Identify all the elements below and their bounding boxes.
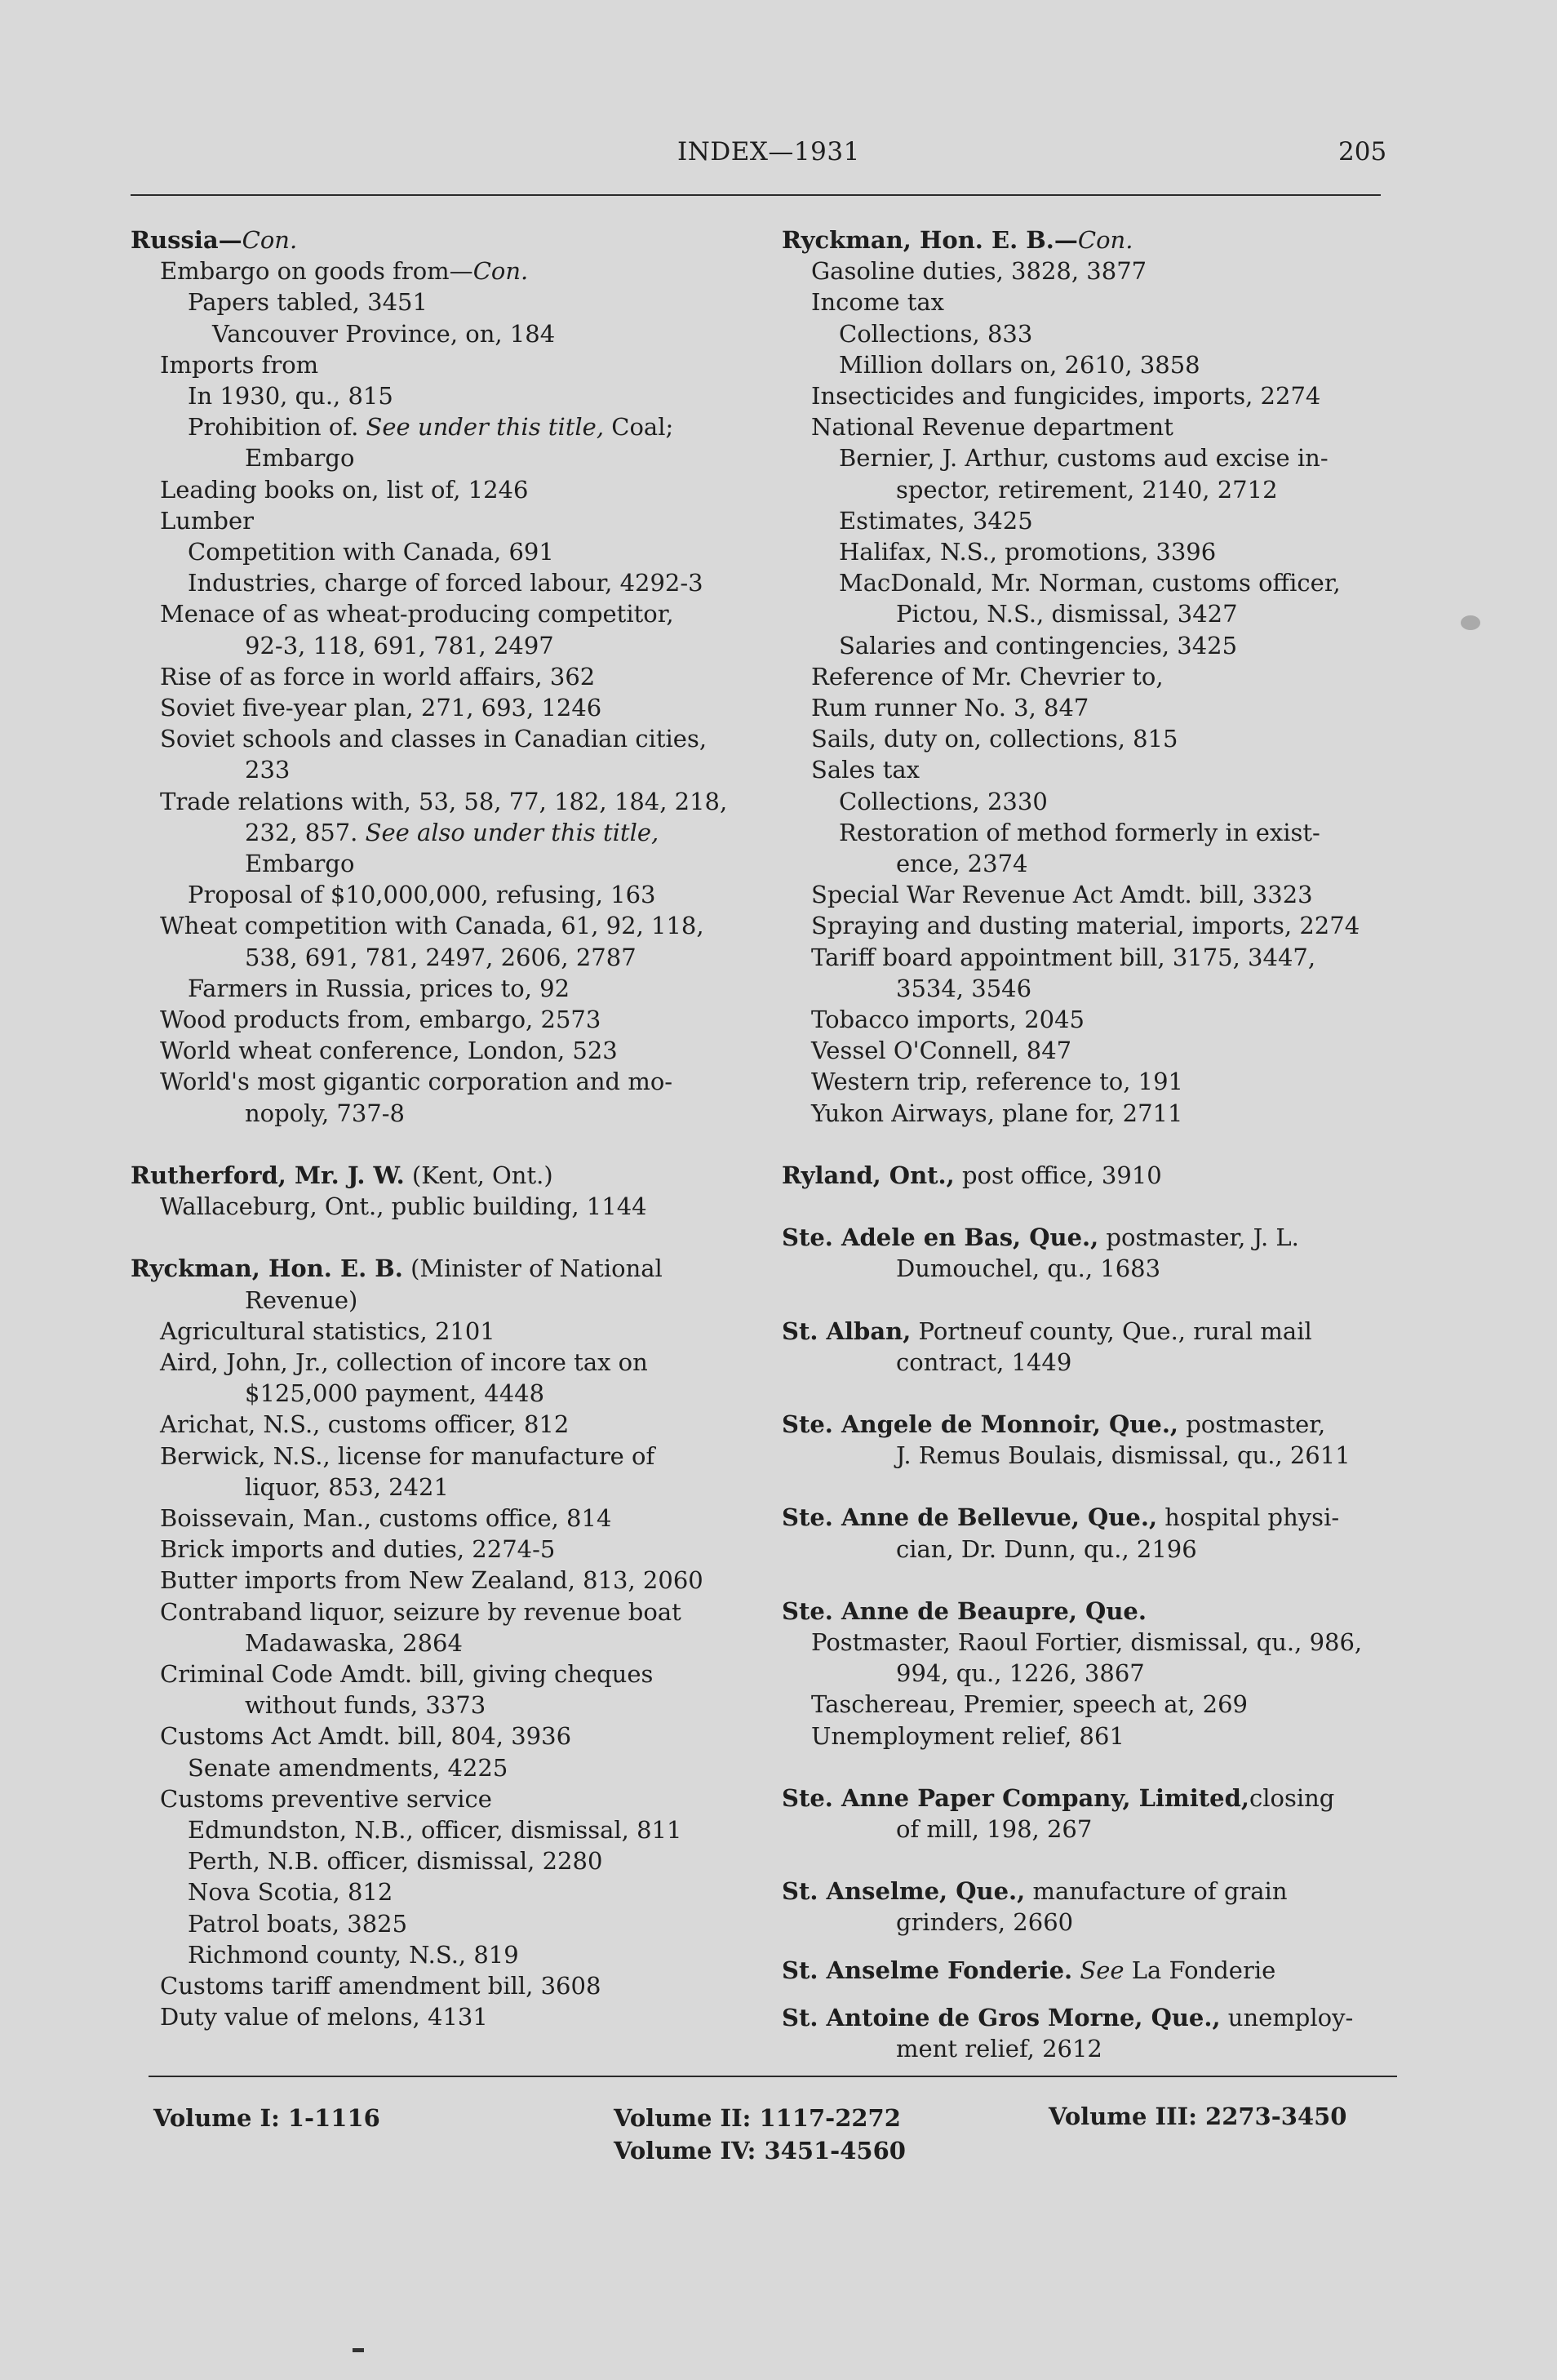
entry-text: Industries, charge of forced labour, 4292-3 xyxy=(188,569,703,597)
index-entry-line xyxy=(131,505,751,536)
entry-text: Insecticides and fungicides, imports, 2274 xyxy=(811,382,1321,411)
index-heading xyxy=(782,1955,1402,1986)
entry-text: ment relief, 2612 xyxy=(896,2034,1102,2063)
index-entry-line xyxy=(131,598,751,629)
index-entry-line xyxy=(131,1035,751,1066)
entry-text: Bernier, J. Arthur, customs aud excise in- xyxy=(839,444,1329,473)
index-entry-line xyxy=(782,1627,1402,1658)
entry-text: 994, qu., 1226, 3867 xyxy=(896,1659,1145,1688)
entry-text: 3534, 3546 xyxy=(896,974,1032,1002)
entry-text: 538, 691, 781, 2497, 2606, 2787 xyxy=(245,943,637,971)
entry-text: cian, Dr. Dunn, qu., 2196 xyxy=(896,1534,1197,1563)
index-entry-line xyxy=(131,1970,751,2001)
index-entry-line xyxy=(131,1441,751,1472)
entry-text: 232, 857. xyxy=(245,818,366,846)
index-entry-line xyxy=(782,817,1402,848)
entry-text: Menace of as wheat-producing competitor, xyxy=(160,600,674,628)
index-entry-line xyxy=(782,1253,1402,1284)
entry-text: Aird, John, Jr., collection of incore tax on xyxy=(160,1348,648,1376)
right-column xyxy=(782,224,1402,2064)
index-entry-line xyxy=(131,1908,751,1939)
index-entry-line xyxy=(131,1316,751,1347)
entry-text: Butter imports from New Zealand, 813, 2060 xyxy=(160,1566,703,1595)
index-entry-line xyxy=(131,661,751,692)
left-column xyxy=(131,224,751,2032)
entry-text: of mill, 198, 267 xyxy=(896,1814,1093,1843)
index-entry-line xyxy=(782,786,1402,817)
volume-1-range: Volume I: 1-1116 xyxy=(153,2104,380,2132)
page-title: INDEX—1931 xyxy=(677,137,860,167)
index-entry-line xyxy=(782,255,1402,286)
entry-text: liquor, 853, 2421 xyxy=(245,1472,449,1501)
index-entry-line xyxy=(131,1814,751,1845)
index-entry-line xyxy=(131,1098,751,1129)
index-entry-line xyxy=(131,973,751,1004)
entry-text: Prohibition of. xyxy=(188,413,366,442)
entry-text: Sails, duty on, collections, 815 xyxy=(811,725,1178,753)
entry-text: grinders, 2660 xyxy=(896,1908,1074,1937)
index-entry-line xyxy=(131,1347,751,1378)
index-entry-line xyxy=(782,630,1402,661)
heading-term: Ste. Adele en Bas, Que., xyxy=(782,1223,1099,1252)
index-entry-line xyxy=(131,1845,751,1876)
index-entry-line xyxy=(131,2001,751,2032)
index-entry-line xyxy=(131,1191,751,1222)
index-entry-line xyxy=(131,1752,751,1783)
index-entry-line xyxy=(782,380,1402,411)
entry-text: manufacture of grain xyxy=(1025,1877,1288,1906)
entry-text: 233 xyxy=(245,756,291,784)
entry-spacer xyxy=(782,1752,1402,1783)
index-entry-line xyxy=(782,598,1402,629)
entry-text: Customs tariff amendment bill, 3608 xyxy=(160,1971,601,2000)
index-entry-line xyxy=(131,942,751,973)
index-entry-line xyxy=(131,1721,751,1752)
index-entry-line xyxy=(131,754,751,785)
entry-text: Spraying and dusting material, imports, 2274 xyxy=(811,912,1360,940)
entry-text: hospital physi- xyxy=(1157,1503,1340,1532)
index-entry-line xyxy=(131,286,751,317)
index-heading xyxy=(782,1222,1402,1253)
index-entry-line xyxy=(782,723,1402,754)
entry-text: Collections, 833 xyxy=(839,319,1033,348)
index-entry-line xyxy=(131,910,751,941)
entry-text: Dumouchel, qu., 1683 xyxy=(896,1254,1161,1283)
entry-text: Vessel O'Connell, 847 xyxy=(811,1037,1072,1065)
italic-text: See xyxy=(1072,1956,1124,1984)
entry-text: Trade relations with, 53, 58, 77, 182, 184, 218, xyxy=(160,787,728,815)
entry-text: Richmond county, N.S., 819 xyxy=(188,1940,519,1969)
entry-text: Pictou, N.S., dismissal, 3427 xyxy=(896,600,1238,628)
index-entry-line xyxy=(131,1004,751,1035)
heading-term: Ryland, Ont., xyxy=(782,1161,955,1189)
index-heading xyxy=(782,1502,1402,1533)
index-entry-line xyxy=(131,318,751,349)
volume-4-range: Volume IV: 3451-4560 xyxy=(614,2137,906,2165)
index-entry-line xyxy=(131,1627,751,1658)
index-heading xyxy=(131,224,751,255)
entry-text: National Revenue department xyxy=(811,413,1173,442)
entry-text: La Fonderie xyxy=(1124,1956,1276,1984)
entry-spacer xyxy=(782,1471,1402,1502)
index-entry-line xyxy=(782,1347,1402,1378)
index-entry-line xyxy=(131,1596,751,1627)
entry-text: postmaster, xyxy=(1178,1410,1326,1438)
entry-text: spector, retirement, 2140, 2712 xyxy=(896,475,1278,504)
entry-text: Edmundston, N.B., officer, dismissal, 811 xyxy=(188,1815,682,1844)
entry-text: Estimates, 3425 xyxy=(839,506,1033,535)
entry-text: Halifax, N.S., promotions, 3396 xyxy=(839,538,1217,566)
entry-spacer xyxy=(782,1986,1402,2002)
entry-text: Million dollars on, 2610, 3858 xyxy=(839,350,1200,379)
entry-spacer xyxy=(782,1845,1402,1876)
index-entry-line xyxy=(131,474,751,505)
italic-text: Con. xyxy=(472,257,529,286)
entry-text: Coal; xyxy=(604,413,674,442)
entry-text: 92-3, 118, 691, 781, 2497 xyxy=(245,631,554,659)
entry-text: Salaries and contingencies, 3425 xyxy=(839,631,1238,659)
page-number: 205 xyxy=(1338,137,1387,167)
index-entry-line xyxy=(131,786,751,817)
heading-term: Ste. Anne Paper Company, Limited, xyxy=(782,1783,1249,1812)
index-entry-line xyxy=(131,1658,751,1690)
header-rule xyxy=(131,194,1381,196)
entry-text: Special War Revenue Act Amdt. bill, 3323 xyxy=(811,881,1313,909)
index-entry-line xyxy=(782,286,1402,317)
entry-text: Duty value of melons, 4131 xyxy=(160,2003,488,2031)
index-entry-line xyxy=(131,848,751,879)
entry-text: Patrol boats, 3825 xyxy=(188,1909,408,1938)
index-entry-line xyxy=(782,411,1402,442)
entry-text: Embargo xyxy=(245,444,355,473)
index-entry-line xyxy=(782,349,1402,380)
entry-text: Madawaska, 2864 xyxy=(245,1628,463,1657)
heading-term: Ryckman, Hon. E. B. xyxy=(131,1254,403,1283)
index-entry-line xyxy=(782,1098,1402,1129)
entry-spacer xyxy=(782,1285,1402,1316)
entry-text: MacDonald, Mr. Norman, customs officer, xyxy=(839,569,1341,597)
index-entry-line xyxy=(131,536,751,567)
entry-text: Western trip, reference to, 191 xyxy=(811,1068,1183,1096)
page-mark xyxy=(353,2348,364,2352)
entry-text: contract, 1449 xyxy=(896,1348,1072,1376)
index-entry-line xyxy=(782,505,1402,536)
entry-text: Arichat, N.S., customs officer, 812 xyxy=(160,1410,570,1439)
index-entry-line xyxy=(782,1066,1402,1097)
entry-text: Competition with Canada, 691 xyxy=(188,538,554,566)
index-entry-line xyxy=(782,1689,1402,1720)
entry-text: Leading books on, list of, 1246 xyxy=(160,475,529,504)
entry-text: World wheat conference, London, 523 xyxy=(160,1037,618,1065)
entry-text: without funds, 3373 xyxy=(245,1691,486,1720)
heading-term: St. Anselme, Que., xyxy=(782,1877,1026,1906)
entry-text: Soviet schools and classes in Canadian cities, xyxy=(160,725,708,753)
index-heading xyxy=(782,1876,1402,1907)
entry-text: Unemployment relief, 861 xyxy=(811,1721,1124,1750)
index-entry-line xyxy=(131,879,751,910)
entry-text: Boissevain, Man., customs office, 814 xyxy=(160,1503,612,1532)
entry-text: Collections, 2330 xyxy=(839,787,1048,815)
index-entry-line xyxy=(782,2033,1402,2064)
entry-text: Contraband liquor, seizure by revenue boat xyxy=(160,1597,681,1626)
index-entry-line xyxy=(131,1378,751,1409)
entry-spacer xyxy=(131,1222,751,1253)
index-heading xyxy=(782,224,1402,255)
ink-smudge xyxy=(1461,615,1480,630)
index-entry-line xyxy=(131,1534,751,1565)
index-entry-line xyxy=(782,879,1402,910)
entry-text: Vancouver Province, on, 184 xyxy=(212,319,556,348)
heading-term: Ste. Angele de Monnoir, Que., xyxy=(782,1410,1179,1438)
index-entry-line xyxy=(131,1783,751,1814)
entry-text: nopoly, 737-8 xyxy=(245,1099,406,1127)
index-entry-line xyxy=(782,661,1402,692)
index-heading xyxy=(782,1783,1402,1814)
entry-spacer xyxy=(782,1129,1402,1160)
entry-text: (Minister of National xyxy=(402,1254,663,1283)
volume-2-range: Volume II: 1117-2272 xyxy=(614,2104,901,2132)
entry-spacer xyxy=(782,1938,1402,1955)
entry-text: Imports from xyxy=(160,350,319,379)
entry-text: Proposal of $10,000,000, refusing, 163 xyxy=(188,881,656,909)
index-heading xyxy=(782,2002,1402,2033)
entry-text: (Kent, Ont.) xyxy=(404,1161,553,1189)
volume-3-range: Volume III: 2273-3450 xyxy=(1049,2102,1347,2130)
index-entry-line xyxy=(131,1939,751,1970)
entry-text: Customs Act Amdt. bill, 804, 3936 xyxy=(160,1722,572,1751)
heading-term: St. Anselme Fonderie. xyxy=(782,1956,1073,1984)
entry-text: Brick imports and duties, 2274-5 xyxy=(160,1535,556,1564)
index-entry-line xyxy=(782,536,1402,567)
index-entry-line xyxy=(782,442,1402,473)
entry-text: Reference of Mr. Chevrier to, xyxy=(811,662,1164,690)
index-entry-line xyxy=(131,1409,751,1440)
entry-text: Tobacco imports, 2045 xyxy=(811,1006,1085,1034)
entry-text: Perth, N.B. officer, dismissal, 2280 xyxy=(188,1847,603,1876)
entry-spacer xyxy=(131,1129,751,1160)
index-entry-line xyxy=(782,474,1402,505)
index-entry-line xyxy=(782,1035,1402,1066)
index-entry-line xyxy=(782,1534,1402,1565)
index-entry-line xyxy=(131,1285,751,1316)
entry-text: Papers tabled, 3451 xyxy=(188,288,428,317)
entry-text: Yukon Airways, plane for, 2711 xyxy=(811,1099,1183,1127)
heading-term: St. Alban, xyxy=(782,1317,912,1345)
index-entry-line xyxy=(131,1876,751,1907)
entry-text: Postmaster, Raoul Fortier, dismissal, qu., 986, xyxy=(811,1627,1363,1656)
entry-text: Farmers in Russia, prices to, 92 xyxy=(188,974,570,1002)
index-heading xyxy=(131,1253,751,1284)
index-entry-line xyxy=(131,1472,751,1503)
entry-text: Embargo on goods from— xyxy=(160,257,473,286)
index-entry-line xyxy=(782,692,1402,723)
entry-text: Senate amendments, 4225 xyxy=(188,1753,508,1782)
index-entry-line xyxy=(131,1690,751,1721)
index-entry-line xyxy=(782,848,1402,879)
entry-text: Lumber xyxy=(160,506,255,535)
index-entry-line xyxy=(131,1503,751,1534)
entry-text: World's most gigantic corporation and mo- xyxy=(160,1068,673,1096)
entry-text: postmaster, J. L. xyxy=(1098,1223,1299,1252)
index-entry-line xyxy=(782,1907,1402,1938)
index-entry-line xyxy=(131,817,751,848)
index-heading xyxy=(782,1409,1402,1440)
entry-text: Wallaceburg, Ont., public building, 1144 xyxy=(160,1192,647,1221)
index-entry-line xyxy=(782,1814,1402,1845)
index-entry-line xyxy=(782,942,1402,973)
index-heading xyxy=(782,1596,1402,1627)
index-entry-line xyxy=(131,442,751,473)
heading-term: Russia— xyxy=(131,226,242,254)
entry-text: Taschereau, Premier, speech at, 269 xyxy=(811,1690,1248,1719)
entry-text: closing xyxy=(1249,1783,1335,1812)
index-entry-line xyxy=(782,318,1402,349)
index-heading xyxy=(782,1160,1402,1191)
index-entry-line xyxy=(131,255,751,286)
entry-text: Gasoline duties, 3828, 3877 xyxy=(811,257,1147,286)
footer-rule xyxy=(149,2076,1397,2077)
heading-term: Ste. Anne de Beaupre, Que. xyxy=(782,1596,1147,1625)
index-entry-line xyxy=(782,1004,1402,1035)
index-entry-line xyxy=(131,349,751,380)
entry-text: Customs preventive service xyxy=(160,1784,492,1813)
entry-text: $125,000 payment, 4448 xyxy=(245,1379,545,1408)
entry-spacer xyxy=(782,1191,1402,1222)
italic-text: See under this title, xyxy=(366,413,605,442)
index-entry-line xyxy=(131,411,751,442)
entry-text: Portneuf county, Que., rural mail xyxy=(911,1317,1312,1345)
entry-text: Wood products from, embargo, 2573 xyxy=(160,1006,601,1034)
entry-text: unemploy- xyxy=(1220,2003,1354,2031)
index-heading xyxy=(131,1160,751,1191)
entry-text: Nova Scotia, 812 xyxy=(188,1878,393,1907)
entry-text: Agricultural statistics, 2101 xyxy=(160,1317,495,1345)
index-entry-line xyxy=(782,1440,1402,1471)
index-entry-line xyxy=(782,1721,1402,1752)
index-entry-line xyxy=(782,1658,1402,1689)
entry-text: Rum runner No. 3, 847 xyxy=(811,694,1089,722)
index-entry-line xyxy=(782,567,1402,598)
entry-text: Rise of as force in world affairs, 362 xyxy=(160,662,596,690)
index-entry-line xyxy=(782,973,1402,1004)
index-entry-line xyxy=(131,567,751,598)
entry-text: Restoration of method formerly in exist- xyxy=(839,818,1320,846)
entry-text: Sales tax xyxy=(811,756,920,784)
entry-text: Soviet five-year plan, 271, 693, 1246 xyxy=(160,694,602,722)
entry-text: Berwick, N.S., license for manufacture of xyxy=(160,1441,655,1470)
entry-text: post office, 3910 xyxy=(954,1161,1162,1189)
entry-text: In 1930, qu., 815 xyxy=(188,382,393,411)
italic-text: See also under this title, xyxy=(365,818,659,846)
entry-spacer xyxy=(782,1565,1402,1596)
heading-term: St. Antoine de Gros Morne, Que., xyxy=(782,2003,1221,2031)
entry-text: Wheat competition with Canada, 61, 92, 118, xyxy=(160,912,704,940)
entry-text: Revenue) xyxy=(245,1285,358,1314)
index-entry-line xyxy=(131,723,751,754)
index-entry-line xyxy=(131,380,751,411)
italic-text: Con. xyxy=(1077,226,1133,254)
entry-text: Income tax xyxy=(811,288,945,317)
index-entry-line xyxy=(131,1565,751,1596)
entry-text: ence, 2374 xyxy=(896,850,1028,878)
entry-text: J. Remus Boulais, dismissal, qu., 2611 xyxy=(896,1441,1351,1470)
heading-term: Rutherford, Mr. J. W. xyxy=(131,1161,405,1189)
index-entry-line xyxy=(131,1066,751,1097)
entry-text: Embargo xyxy=(245,850,355,878)
running-head xyxy=(0,137,1557,178)
heading-term: Ste. Anne de Bellevue, Que., xyxy=(782,1503,1158,1532)
italic-text: Con. xyxy=(242,226,298,254)
index-entry-line xyxy=(782,910,1402,941)
index-entry-line xyxy=(782,754,1402,785)
entry-text: Criminal Code Amdt. bill, giving cheques xyxy=(160,1659,654,1688)
heading-term: Ryckman, Hon. E. B.— xyxy=(782,226,1078,254)
entry-text: Tariff board appointment bill, 3175, 3447, xyxy=(811,943,1316,971)
index-heading xyxy=(782,1316,1402,1347)
index-entry-line xyxy=(131,692,751,723)
entry-spacer xyxy=(782,1378,1402,1409)
index-entry-line xyxy=(131,630,751,661)
